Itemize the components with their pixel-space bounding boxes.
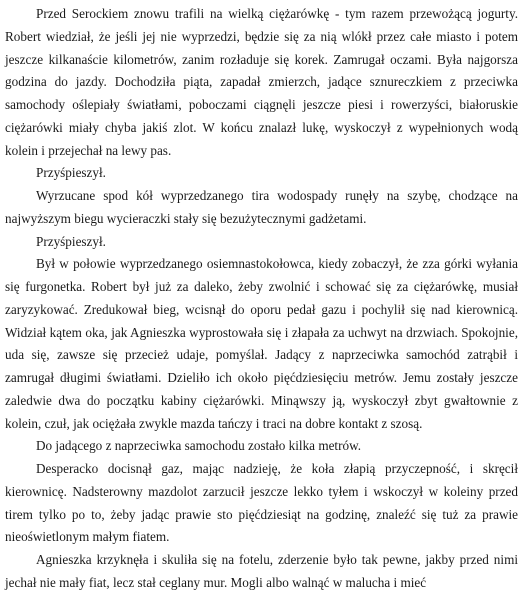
paragraph-5: Był w połowie wyprzedzanego osiemnastokołowca, kiedy zobaczył, że zza górki wyłania się furgonetka. Robert był już za daleko, żeby zwolnić i schować się za ciężarówkę, musiał zaryzykować. Zredukował bieg, wcisnął do oporu pedał gazu i pochylił się nad kierownicą. Widział kątem oka, jak Agnieszka wyprostowała się i złapała za uchwyt na drzwiach. Spokojnie, uda się, zawsze się przecież udaje, pomyślał. Jadący z naprzeciwka samochód zatrąbił i zamrugał długimi światłami. Dzieliło ich około pięćdziesięciu metrów. Jemu zostały jeszcze zaledwie dwa do początku kabiny ciężarówki. Minąwszy ją, wyskoczył zbyt gwałtownie z kolein, czuł, jak ociężała zwykle mazda tańczy i traci na dobre kontakt z szosą.	[5, 256, 518, 431]
paragraph-7: Desperacko docisnął gaz, mając nadzieję, że koła złapią przyczepność, i skręcił kierownicę. Nadsterowny mazdolot zarzucił jeszcze lekko tyłem i wskoczył w koleiny przed tirem tylko po to, żeby jadąc prawie sto pięćdziesiąt na godzinę, znaleźć się tuż za prawie nieoświetlonym małym fiatem.	[5, 461, 518, 545]
paragraph-1: Przed Serockiem znowu trafili na wielką ciężarówkę - tym razem przewożącą jogurty. Robert wiedział, że jeśli jej nie wyprzedzi, będzie się za nią wlókł przez całe miasto i potem jeszcze kilkanaście kilometrów, zanim rozładuje się korek. Zamrugał oczami. Była najgorsza godzina do jazdy. Dochodziła piąta, zapadał zmierzch, jadące sznureczkiem z przeciwka samochody oślepiały światłami, poboczami ciągnęli jeszcze piesi i rowerzyści, białoruskie ciężarówki miały chyba jakiś zlot. W końcu znalazł lukę, wyskoczył z wypełnionych wodą kolein i przejechał na lewy pas.	[5, 6, 518, 158]
paragraph-4: Przyśpieszył.	[36, 233, 106, 249]
paragraph-3: Wyrzucane spod kół wyprzedzanego tira wodospady runęły na szybę, chodzące na najwyższym biegu wycieraczki stały się bezużytecznymi gadżetami.	[5, 188, 518, 226]
paragraph-2: Przyśpieszył.	[36, 165, 106, 181]
paragraph-8: Agnieszka krzyknęła i skuliła się na fotelu, zderzenie było tak pewne, jakby przed nimi jechał nie mały fiat, lecz stał ceglany mur. Mogli albo walnąć w malucha i mieć	[5, 552, 518, 590]
document-body	[5, 3, 518, 595]
paragraph-6: Do jadącego z naprzeciwka samochodu zostało kilka metrów.	[36, 438, 362, 454]
